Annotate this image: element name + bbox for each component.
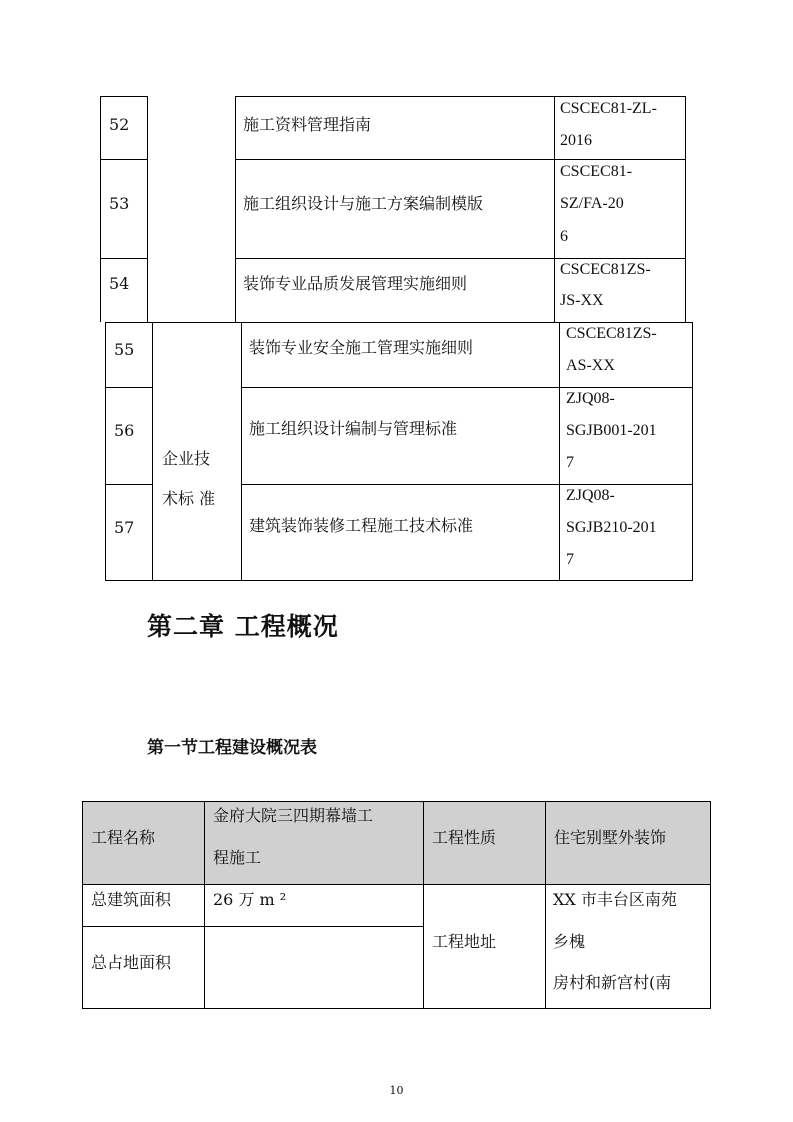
section-title: 第一节工程建设概况表	[147, 738, 317, 758]
project-nature-value: 住宅别墅外装饰	[554, 828, 667, 847]
page-number: 10	[389, 1084, 404, 1097]
row-53-number: 53	[109, 194, 130, 213]
row-57-number: 57	[114, 518, 135, 537]
row-54-title: 装饰专业品质发展管理实施细则	[243, 274, 468, 293]
row-53-code-line2: SZ/FA-20	[560, 195, 624, 212]
address-value-line2: 乡槐	[553, 932, 586, 951]
total-area-label: 总建筑面积	[91, 890, 172, 909]
row-55-title: 装饰专业安全施工管理实施细则	[249, 338, 474, 357]
row-55-number: 55	[114, 340, 135, 359]
row-57-title: 建筑装饰装修工程施工技术标准	[249, 516, 474, 535]
address-label: 工程地址	[432, 932, 497, 951]
row-52-code-line1: CSCEC81-ZL-	[560, 100, 657, 117]
category-line1: 企业技	[162, 449, 211, 468]
row-57-code-line1: ZJQ08-	[566, 487, 615, 504]
row-57-code-line3: 7	[566, 551, 574, 568]
project-name-value-line1: 金府大院三四期幕墙工	[213, 806, 374, 825]
row-56-number: 56	[114, 421, 135, 440]
row-54-code-line1: CSCEC81ZS-	[560, 261, 651, 278]
row-56-code-line1: ZJQ08-	[566, 390, 615, 407]
address-value-line3: 房村和新宫村(南	[553, 973, 672, 992]
land-area-label: 总占地面积	[91, 953, 172, 972]
row-52-title: 施工资料管理指南	[243, 115, 372, 134]
category-line2: 术标 准	[162, 489, 216, 508]
row-53-title: 施工组织设计与施工方案编制模版	[243, 194, 484, 213]
row-57-code-line2: SGJB210-201	[566, 519, 657, 536]
row-52-number: 52	[109, 115, 130, 134]
address-value-line1: XX 市丰台区南苑	[553, 890, 677, 909]
project-name-label: 工程名称	[91, 828, 156, 847]
row-53-code-line3: 6	[560, 228, 568, 245]
row-53-code-line1: CSCEC81-	[560, 163, 633, 180]
row-56-code-line3: 7	[566, 454, 574, 471]
row-54-code-line2: JS-XX	[560, 292, 604, 309]
row-56-code-line2: SGJB001-201	[566, 422, 657, 439]
project-name-value-line2: 程施工	[213, 848, 262, 867]
row-55-code-line2: AS-XX	[566, 357, 615, 374]
row-55-code-line1: CSCEC81ZS-	[566, 325, 657, 342]
row-56-title: 施工组织设计编制与管理标准	[249, 419, 458, 438]
project-nature-label: 工程性质	[432, 828, 497, 847]
row-54-number: 54	[109, 274, 130, 293]
chapter-title: 第二章 工程概况	[147, 612, 339, 641]
row-52-code-line2: 2016	[560, 132, 592, 149]
total-area-value: 26 万 m ²	[213, 890, 287, 909]
